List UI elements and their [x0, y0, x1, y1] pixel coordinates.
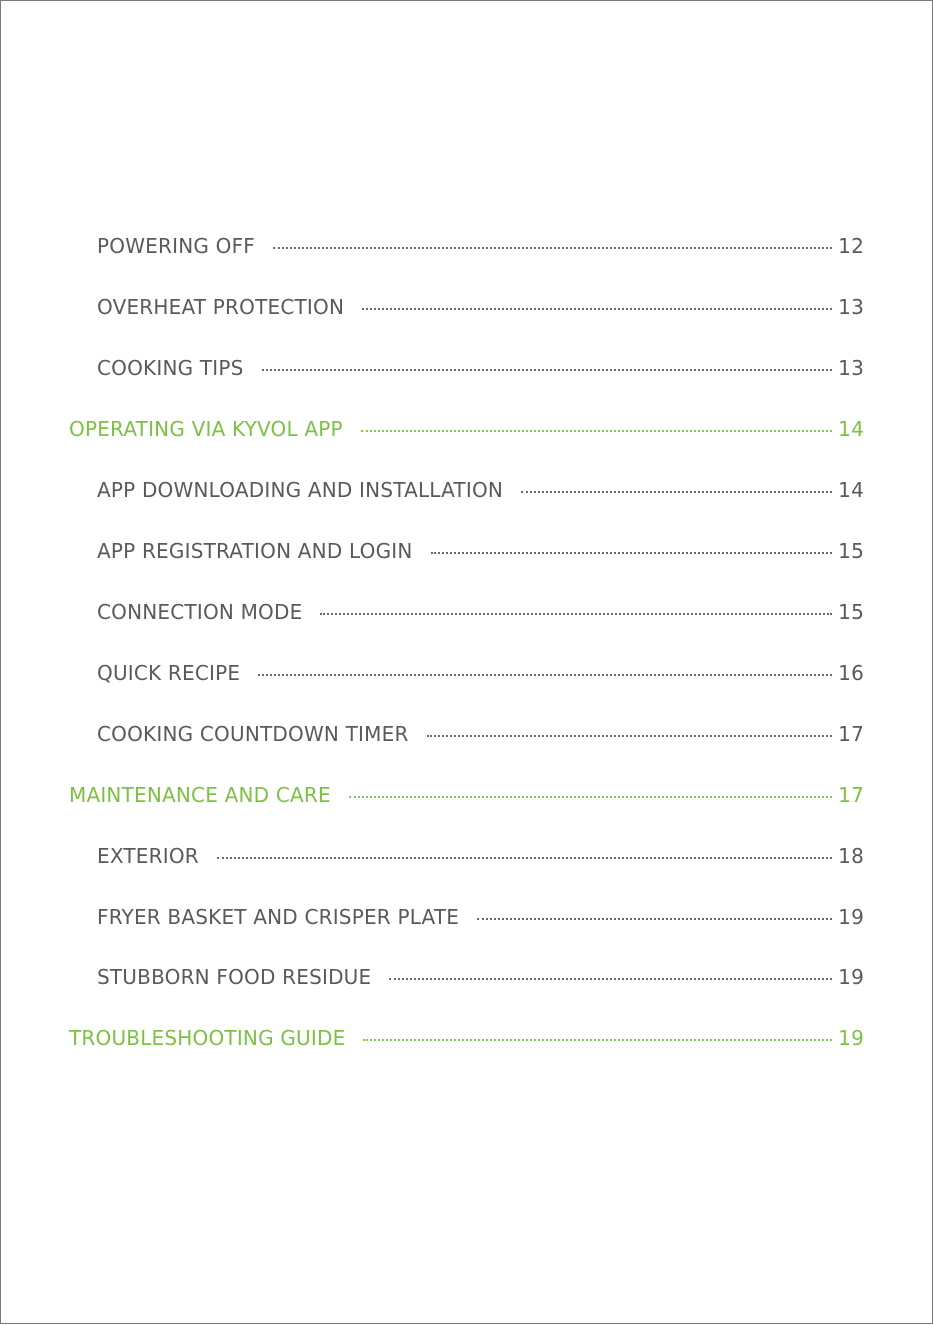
dot-leader — [477, 918, 832, 920]
toc-entry-overheat-protection[interactable] — [97, 293, 864, 321]
toc-entry-app-registration-and-login[interactable] — [97, 537, 864, 565]
toc-entry-cooking-tips[interactable] — [97, 354, 864, 382]
dot-leader — [349, 796, 832, 798]
toc-entry-page: 15 — [838, 600, 864, 624]
toc-entry-stubborn-food-residue[interactable] — [97, 963, 864, 991]
toc-entry-quick-recipe[interactable] — [97, 659, 864, 687]
toc-entry-powering-off[interactable] — [97, 232, 864, 260]
toc-entry-page: 19 — [838, 965, 864, 989]
toc-section-operating-via-kyvol-app[interactable] — [69, 415, 864, 443]
toc-section-maintenance-and-care[interactable] — [69, 781, 864, 809]
dot-leader — [427, 735, 832, 737]
toc-entry-page: 18 — [838, 844, 864, 868]
dot-leader — [363, 1039, 832, 1041]
toc-entry-title: APP DOWNLOADING AND INSTALLATION — [97, 478, 504, 502]
dot-leader — [217, 857, 832, 859]
toc-entry-page: 12 — [838, 234, 864, 258]
toc-entry-page: 19 — [838, 905, 864, 929]
toc-entry-page: 17 — [838, 722, 864, 746]
toc-entry-page: 19 — [838, 1026, 864, 1050]
toc-entry-title: STUBBORN FOOD RESIDUE — [97, 965, 372, 989]
toc-entry-title: EXTERIOR — [97, 844, 199, 868]
toc-entry-title: QUICK RECIPE — [97, 661, 241, 685]
toc-entry-title: TROUBLESHOOTING GUIDE — [69, 1026, 346, 1050]
toc-entry-page: 14 — [838, 417, 864, 441]
dot-leader — [521, 491, 832, 493]
dot-leader — [262, 369, 832, 371]
toc-entry-title: COOKING COUNTDOWN TIMER — [97, 722, 409, 746]
toc-entry-fryer-basket-and-crisper-plate[interactable] — [97, 903, 864, 931]
toc-entry-title: FRYER BASKET AND CRISPER PLATE — [97, 905, 460, 929]
dot-leader — [361, 430, 832, 432]
toc-entry-title: MAINTENANCE AND CARE — [69, 783, 331, 807]
toc-entry-title: POWERING OFF — [97, 234, 255, 258]
toc-entry-exterior[interactable] — [97, 842, 864, 870]
toc-entry-page: 15 — [838, 539, 864, 563]
toc-entry-title: OPERATING VIA KYVOL APP — [69, 417, 343, 441]
toc-entry-title: OVERHEAT PROTECTION — [97, 295, 345, 319]
toc-entry-title: APP REGISTRATION AND LOGIN — [97, 539, 413, 563]
toc-section-troubleshooting-guide[interactable] — [69, 1024, 864, 1052]
dot-leader — [320, 613, 832, 615]
toc-entry-title: CONNECTION MODE — [97, 600, 303, 624]
toc-entry-page: 17 — [838, 783, 864, 807]
toc-entry-page: 13 — [838, 356, 864, 380]
dot-leader — [273, 247, 832, 249]
toc-entry-page: 16 — [838, 661, 864, 685]
dot-leader — [258, 674, 832, 676]
toc-entry-app-downloading-and-installation[interactable] — [97, 476, 864, 504]
toc-entry-connection-mode[interactable] — [97, 598, 864, 626]
toc-entry-page: 13 — [838, 295, 864, 319]
table-of-contents — [1, 1, 933, 1325]
toc-entry-cooking-countdown-timer[interactable] — [97, 720, 864, 748]
dot-leader — [362, 308, 832, 310]
dot-leader — [389, 978, 832, 980]
toc-entry-page: 14 — [838, 478, 864, 502]
toc-entry-title: COOKING TIPS — [97, 356, 244, 380]
dot-leader — [431, 552, 832, 554]
